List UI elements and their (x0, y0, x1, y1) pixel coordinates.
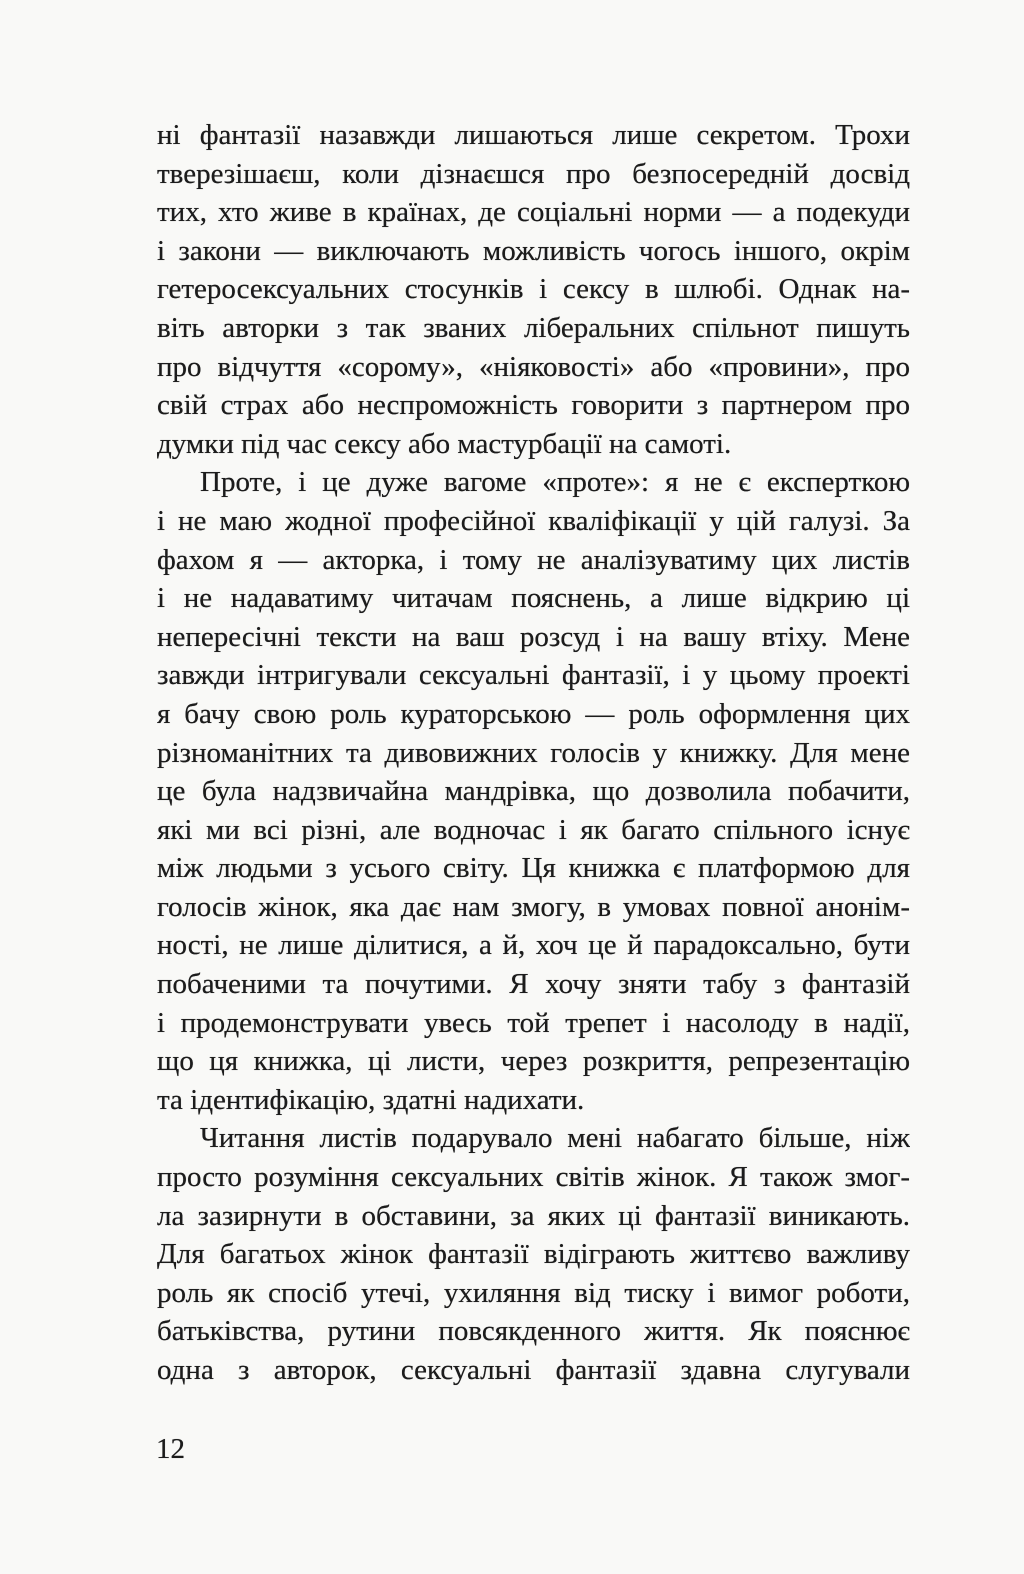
text-line: і не надаватиму читачам пояснень, а лише відкрию ці (157, 582, 910, 615)
page-number: 12 (156, 1433, 185, 1465)
text-line: завжди інтригували сексуальні фантазії, і у цьому проекті (157, 659, 910, 692)
text-line: Проте, і це дуже вагоме «проте»: я не є експерткою (200, 466, 910, 499)
paragraph (157, 463, 910, 1119)
text-line: гетеросексуальних стосунків і сексу в шлюбі. Однак на- (157, 273, 910, 306)
text-line: і не маю жодної професійної кваліфікації у цій галузі. За (157, 504, 910, 537)
paragraph (157, 1119, 910, 1389)
text-line: і закони — виключають можливість чогось іншого, окрім (157, 234, 910, 267)
text-line: це була надзвичайна мандрівка, що дозволила побачити, (157, 775, 910, 808)
text-line: свій страх або неспроможність говорити з партнером про (157, 389, 910, 422)
text-line: побаченими та почутими. Я хочу зняти табу з фантазій (157, 968, 910, 1001)
text-line: батьківства, рутини повсякденного життя. Як пояснює (157, 1315, 910, 1348)
text-line: думки під час сексу або мастурбації на самоті. (157, 427, 732, 460)
text-line: Для багатьох жінок фантазії відіграють життєво важливу (157, 1238, 910, 1271)
body-text (157, 116, 910, 1390)
text-line: непересічні тексти на ваш розсуд і на вашу втіху. Мене (157, 620, 910, 653)
text-line: я бачу свою роль кураторською — роль оформлення цих (157, 697, 910, 730)
text-line: віть авторки з так званих ліберальних спільнот пишуть (157, 311, 910, 344)
text-line: ла зазирнути в обставини, за яких ці фантазії виникають. (157, 1199, 910, 1232)
text-line: ні фантазії назавжди лишаються лише секретом. Трохи (157, 119, 910, 151)
text-line: і продемонструвати увесь той трепет і насолоду в надії, (157, 1006, 910, 1039)
text-line: та ідентифікацію, здатні надихати. (157, 1083, 585, 1116)
text-line: голосів жінок, яка дає нам змогу, в умовах повної анонім- (157, 890, 910, 923)
text-line: різноманітних та дивовижних голосів у книжку. Для мене (157, 736, 910, 769)
text-line: просто розуміння сексуальних світів жінок. Я також змог- (157, 1161, 910, 1194)
paragraph (157, 116, 910, 463)
text-line: Читання листів подарувало мені набагато більше, ніж (200, 1122, 910, 1155)
text-line: тих, хто живе в країнах, де соціальні норми — а подекуди (157, 196, 910, 229)
text-line: фахом я — акторка, і тому не аналізуватиму цих листів (157, 543, 910, 576)
text-line: про відчуття «сорому», «ніяковості» або «провини», про (157, 350, 910, 383)
text-line: тверезішаєш, коли дізнаєшся про безпосередній досвід (157, 157, 910, 190)
text-line: між людьми з усього світу. Ця книжка є платформою для (157, 852, 910, 885)
text-line: які ми всі різні, але водночас і як багато спільного існує (157, 813, 910, 846)
text-line: одна з авторок, сексуальні фантазії здавна слугували (157, 1354, 910, 1386)
text-line: що ця книжка, ці листи, через розкриття, репрезентацію (157, 1045, 910, 1078)
text-line: ності, не лише ділитися, а й, хоч це й парадоксально, бути (157, 929, 910, 962)
text-line: роль як спосіб утечі, ухиляння від тиску і вимог роботи, (157, 1276, 910, 1309)
